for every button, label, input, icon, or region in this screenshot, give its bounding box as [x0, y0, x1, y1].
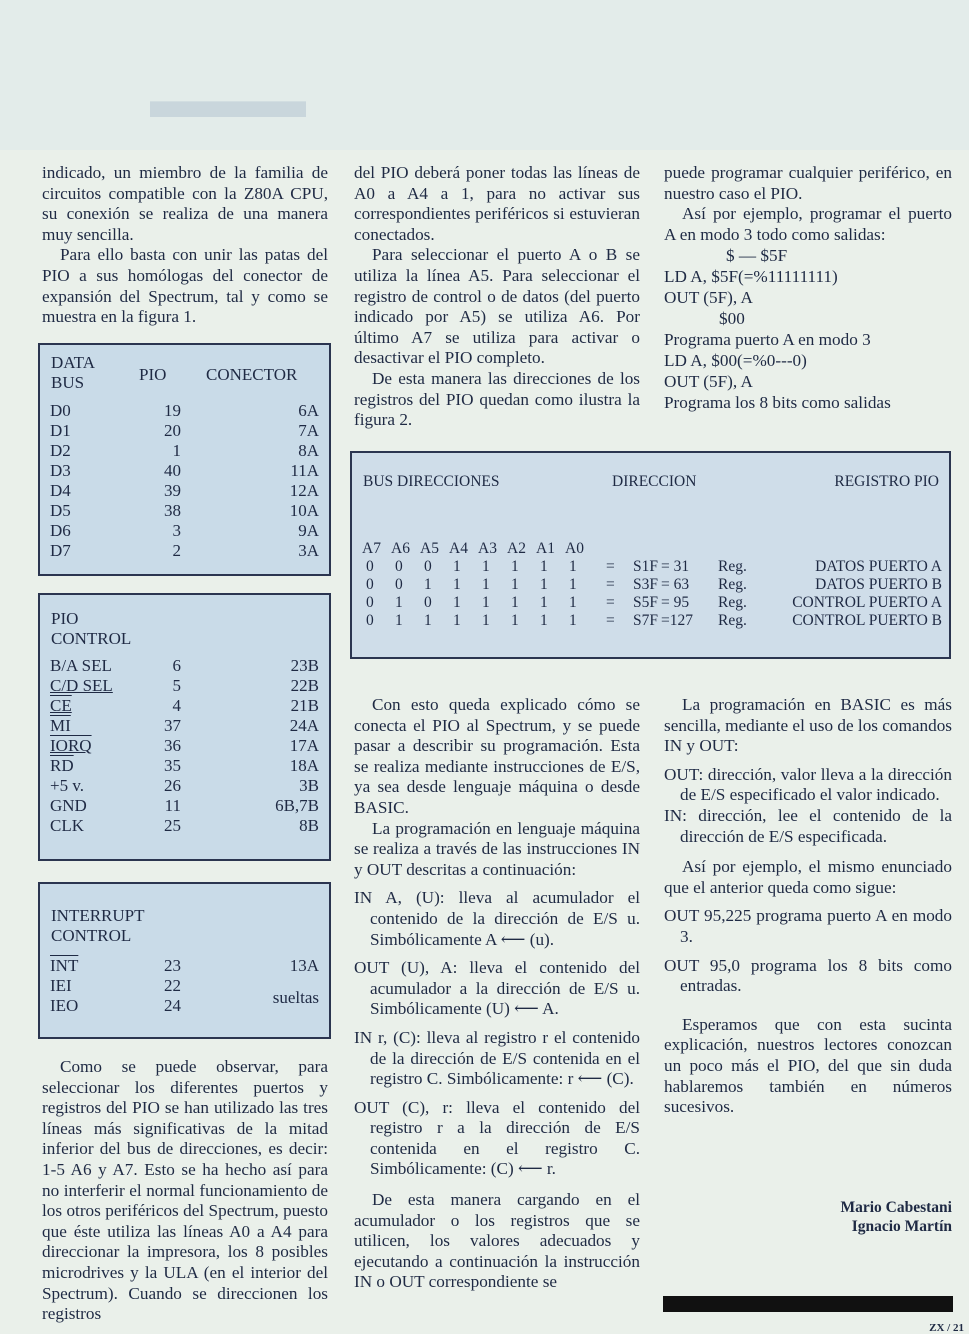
bit-label: A3 [478, 540, 497, 557]
code-line-3: OUT (5F), A [664, 288, 753, 308]
data-bus-pio-pin: 19 [164, 401, 181, 420]
reg-label: Reg. [718, 612, 747, 629]
pio-control-signal: $\overline{RD}$ [50, 756, 74, 775]
pio-control-pio-pin: 37 [164, 716, 181, 735]
bit-value: 1 [569, 594, 577, 611]
register-name: DATOS PUERTO B [815, 576, 942, 593]
hex-address: S1F [633, 558, 658, 575]
pio-control-signal: +5 v. [50, 776, 84, 795]
bit-value: 1 [453, 594, 461, 611]
pio-control-connector-pin: 23B [290, 656, 319, 675]
pio-control-row [50, 756, 319, 776]
data-bus-connector-pin: 3A [298, 541, 319, 560]
code-line-2: LD A, $5F(=%11111111) [664, 267, 838, 287]
sueltas-note: sueltas [272, 988, 319, 1007]
address-row [362, 594, 942, 612]
pio-control-signal: GND [50, 796, 87, 815]
address-row [362, 558, 942, 576]
pio-control-row [50, 736, 319, 756]
col2-para3: De esta manera las direcciones de los registros del PIO quedan como ilustra la figura 2. [354, 368, 640, 430]
bus-direcciones-header: BUS DIRECCIONES [363, 473, 500, 490]
hex-address: S7F [633, 612, 658, 629]
bit-value: 1 [569, 576, 577, 593]
pio-control-signal: $\overline{MI}$ [50, 716, 71, 735]
data-bus-pio-pin: 38 [164, 501, 181, 520]
direccion-header: DIRECCION [612, 473, 697, 490]
bit-value: 1 [453, 576, 461, 593]
reg-label: Reg. [718, 594, 747, 611]
col2-para4: Con esto queda explicado cómo se conecta el PIO al Spectrum, y se puede pasar a describir su programación. Esta se realiza mediante instrucciones de E/S, ya sea desde lenguaje máquina o desde BASIC. [354, 695, 640, 817]
interrupt-pio-pin: 23 [164, 956, 181, 975]
data-bus-connector-pin: 7A [298, 421, 319, 440]
column-1 [42, 163, 328, 328]
interrupt-signal: IEI [50, 976, 72, 995]
data-bus-signal: D4 [50, 481, 71, 500]
address-row [362, 612, 942, 630]
pio-control-row [50, 656, 319, 676]
register-name: CONTROL PUERTO A [792, 594, 942, 611]
address-row [362, 576, 942, 594]
code-line-7: OUT (5F), A [664, 372, 753, 392]
data-bus-connector-pin: 6A [298, 401, 319, 420]
bit-value: 1 [540, 612, 548, 629]
pio-control-signal: CLK [50, 816, 84, 835]
bit-value: 0 [366, 594, 374, 611]
equals: = [606, 612, 615, 629]
col3-para5: Esperamos que con esta sucinta explicación, nuestros lectores conozcan un poco más el PIO, del que sin duda hablaremos también en números sucesivos. [664, 1014, 952, 1117]
bit-value: 0 [395, 558, 403, 575]
bit-value: 1 [511, 612, 519, 629]
data-bus-signal: D2 [50, 441, 71, 460]
col2-para6: De esta manera cargando en el acumulador o los registros que se utilicen, los valores adecuados y ejecutando a continuación la instrucción IN o OUT correspondiente se [354, 1190, 640, 1292]
ex1: OUT 95,225 programa puerto A en modo 3. [664, 906, 952, 946]
reg-label: Reg. [718, 558, 747, 575]
col1-para3: Como se puede observar, para seleccionar los diferentes puertos y registros del PIO se han utilizado las tres líneas más significativas de la mitad inferior del bus de direcciones, es decir: 1-5 A6 y A7. Esto se ha hecho así para no interferir el normal funcionamiento de los otros periféricos del Spectrum, puesto que éste utiliza las líneas A0 a A4 para direccionar la impresora, los 8 posibles microdrives y la ULA (en el interior del Spectrum). Cuando se direccionen los registros [42, 1057, 328, 1324]
pio-control-row [50, 796, 319, 816]
data-bus-pio-pin: 1 [172, 441, 181, 460]
data-bus-pio-pin: 40 [164, 461, 181, 480]
pio-control-pio-pin: 4 [172, 696, 181, 715]
col2-para1: del PIO deberá poner todas las líneas de A0 a A4 a 1, para no activar sus correspondientes periféricos si estuvieran conectados. [354, 163, 640, 244]
bit-value: 1 [453, 612, 461, 629]
decimal-address: = 95 [661, 594, 690, 611]
pio-control-row [50, 676, 319, 696]
authors [840, 1198, 952, 1236]
bit-value: 1 [569, 612, 577, 629]
pio-control-signal: C/D SEL [50, 676, 113, 695]
column-2-bottom [354, 695, 640, 1293]
pio-control-pio-pin: 36 [164, 736, 181, 755]
interrupt-pio-pin: 24 [164, 996, 181, 1015]
bit-label: A5 [420, 540, 439, 557]
decimal-address: = 31 [661, 558, 690, 575]
pio-control-pio-pin: 35 [164, 756, 181, 775]
interrupt-signal: $\overline{INT}$ [50, 956, 79, 975]
col3-para4: Así por ejemplo, el mismo enunciado que el anterior queda como sigue: [664, 857, 952, 897]
pio-control-header: PIO CONTROL [51, 609, 132, 648]
pio-control-connector-pin: 6B,7B [275, 796, 319, 815]
bit-value: 1 [540, 558, 548, 575]
in-basic: IN: dirección, lee el contenido de la dirección de E/S especificada. [664, 805, 952, 846]
data-bus-connector-pin: 11A [290, 461, 319, 480]
pio-control-pio-pin: 25 [164, 816, 181, 835]
interrupt-connector-pin: 13A [289, 956, 319, 975]
interrupt-row [50, 956, 319, 976]
pio-control-pio-pin: 5 [172, 676, 181, 695]
bit-label: A6 [391, 540, 410, 557]
reverse-page-showthrough [0, 0, 969, 150]
data-bus-row [50, 481, 319, 501]
bit-value: 0 [366, 612, 374, 629]
in-a-instruction: IN A, (U): lleva al acumulador el contenido de la dirección de E/S u. Simbólicamente A ⟵ (u). [354, 888, 640, 949]
data-bus-signal: D7 [50, 541, 71, 560]
equals: = [606, 576, 615, 593]
bit-value: 1 [540, 594, 548, 611]
data-bus-connector-pin: 12A [289, 481, 319, 500]
pio-header: PIO [139, 365, 167, 384]
bit-value: 0 [424, 558, 432, 575]
bit-value: 1 [453, 558, 461, 575]
bit-labels-row [362, 540, 942, 558]
in-r-instruction: IN r, (C): lleva al registro r el contenido de la dirección de E/S contenida en el registro C. Simbólicamente: r ⟵ (C). [354, 1027, 640, 1089]
hex-address: S3F [633, 576, 658, 593]
pio-control-pio-pin: 11 [164, 796, 181, 815]
equals: = [606, 558, 615, 575]
pio-control-connector-pin: 24A [289, 716, 319, 735]
col3-para3: La programación en BASIC es más sencilla, mediante el uso de los comandos IN y OUT: [664, 695, 952, 756]
bit-value: 1 [424, 576, 432, 593]
bit-label: A0 [565, 540, 584, 557]
data-bus-row [50, 541, 319, 561]
pio-control-connector-pin: 3B [299, 776, 319, 795]
bit-value: 1 [569, 558, 577, 575]
data-bus-row [50, 521, 319, 541]
data-bus-signal: D0 [50, 401, 71, 420]
column-1-bottom [42, 1057, 328, 1325]
pio-control-table [38, 593, 331, 861]
reg-label: Reg. [718, 576, 747, 593]
hex-address: S5F [633, 594, 658, 611]
author-2: Ignacio Martín [851, 1218, 952, 1235]
data-bus-signal: D5 [50, 501, 71, 520]
data-bus-connector-pin: 9A [298, 521, 319, 540]
conector-header: CONECTOR [206, 365, 298, 384]
data-bus-connector-pin: 10A [289, 501, 319, 520]
equals: = [606, 594, 615, 611]
bit-label: A2 [507, 540, 526, 557]
interrupt-control-table [38, 882, 331, 1039]
out-c-instruction: OUT (C), r: lleva el contenido del registro r a la dirección de E/S contenida en el registro C. Simbólicamente: (C) ⟵ r. [354, 1097, 640, 1179]
bit-label: A1 [536, 540, 555, 557]
bit-value: 1 [395, 594, 403, 611]
bit-value: 1 [482, 558, 490, 575]
page-number: ZX / 21 [929, 1322, 964, 1334]
data-bus-row [50, 421, 319, 441]
address-table [350, 451, 951, 659]
data-bus-table [38, 343, 331, 576]
pio-control-row [50, 816, 319, 836]
pio-control-row [50, 696, 319, 716]
out-basic: OUT: dirección, valor lleva a la dirección de E/S especificado el valor indicado. [664, 764, 952, 805]
pio-control-connector-pin: 21B [290, 696, 319, 715]
data-bus-pio-pin: 39 [164, 481, 181, 500]
data-bus-row [50, 501, 319, 521]
bit-label: A7 [362, 540, 381, 557]
pio-control-connector-pin: 8B [299, 816, 319, 835]
data-bus-pio-pin: 2 [172, 541, 181, 560]
bit-value: 1 [482, 576, 490, 593]
data-bus-header: DATA BUS [51, 353, 95, 392]
bit-value: 1 [511, 576, 519, 593]
pio-control-row [50, 716, 319, 736]
pio-control-signal: CE [50, 696, 72, 715]
pio-control-pio-pin: 26 [164, 776, 181, 795]
bit-value: 0 [366, 558, 374, 575]
code-line-1: $ — $5F [726, 246, 788, 266]
register-name: CONTROL PUERTO B [792, 612, 942, 629]
data-bus-signal: D6 [50, 521, 71, 540]
pio-control-connector-pin: 18A [289, 756, 319, 775]
showthrough-mark: ▬▬▬ [150, 71, 306, 129]
col1-para1: indicado, un miembro de la familia de circuitos compatible con la Z80A CPU, su conexión se realiza de una manera muy sencilla. [42, 163, 328, 244]
interrupt-header: INTERRUPT CONTROL [51, 906, 145, 945]
data-bus-signal: D1 [50, 421, 71, 440]
end-bar [663, 1296, 953, 1312]
col2-para2: Para seleccionar el puerto A o B se utiliza la línea A5. Para seleccionar el registro de control o de datos (del puerto indicado por A5) se utiliza A6. Por último A7 se utiliza para activar o desactivar el PIO completo. [354, 245, 640, 368]
col2-para5: La programación en lenguaje máquina se realiza a través de las instrucciones IN y OUT descritas a continuación: [354, 818, 640, 879]
pio-control-signal: IORQ [50, 736, 92, 755]
code-line-8: Programa los 8 bits como salidas [664, 393, 891, 413]
code-line-6: LD A, $00(=%0---0) [664, 351, 807, 371]
data-bus-pio-pin: 3 [172, 521, 181, 540]
bit-value: 1 [540, 576, 548, 593]
bit-value: 1 [482, 612, 490, 629]
author-1: Mario Cabestani [840, 1199, 952, 1216]
col3-para1: puede programar cualquier periférico, en nuestro caso el PIO. [664, 163, 952, 203]
data-bus-row [50, 461, 319, 481]
bit-value: 0 [395, 576, 403, 593]
code-line-4: $00 [719, 309, 745, 329]
bit-value: 1 [482, 594, 490, 611]
pio-control-connector-pin: 22B [290, 676, 319, 695]
bit-label: A4 [449, 540, 468, 557]
pio-control-connector-pin: 17A [289, 736, 319, 755]
data-bus-connector-pin: 8A [298, 441, 319, 460]
data-bus-pio-pin: 20 [164, 421, 181, 440]
interrupt-pio-pin: 22 [164, 976, 181, 995]
column-2-top [354, 163, 640, 431]
register-name: DATOS PUERTO A [815, 558, 942, 575]
col3-para2: Así por ejemplo, programar el puerto A en modo 3 todo como salidas: [664, 204, 952, 244]
pio-control-pio-pin: 6 [172, 656, 181, 675]
bit-value: 0 [366, 576, 374, 593]
out-u-instruction: OUT (U), A: lleva el contenido del acumulador a la dirección de E/S u. Simbólicamente (U) ⟵ A. [354, 958, 640, 1019]
data-bus-signal: D3 [50, 461, 71, 480]
bit-value: 1 [424, 612, 432, 629]
column-3-bottom [664, 695, 952, 1118]
column-3-top [664, 163, 952, 413]
bit-value: 1 [511, 594, 519, 611]
decimal-address: = 63 [661, 576, 690, 593]
bit-value: 1 [511, 558, 519, 575]
code-line-5: Programa puerto A en modo 3 [664, 330, 871, 350]
data-bus-row [50, 401, 319, 421]
pio-control-row [50, 776, 319, 796]
interrupt-signal: IEO [50, 996, 79, 1015]
pio-control-signal: B/A SEL [50, 656, 112, 675]
bit-value: 0 [424, 594, 432, 611]
col1-para2: Para ello basta con unir las patas del PIO a sus homólogas del conector de expansión del Spectrum, tal y como se muestra en la figura 1. [42, 245, 328, 327]
ex2: OUT 95,0 programa los 8 bits como entradas. [664, 955, 952, 996]
data-bus-row [50, 441, 319, 461]
registro-pio-header: REGISTRO PIO [834, 473, 939, 490]
bit-value: 1 [395, 612, 403, 629]
decimal-address: =127 [661, 612, 693, 629]
